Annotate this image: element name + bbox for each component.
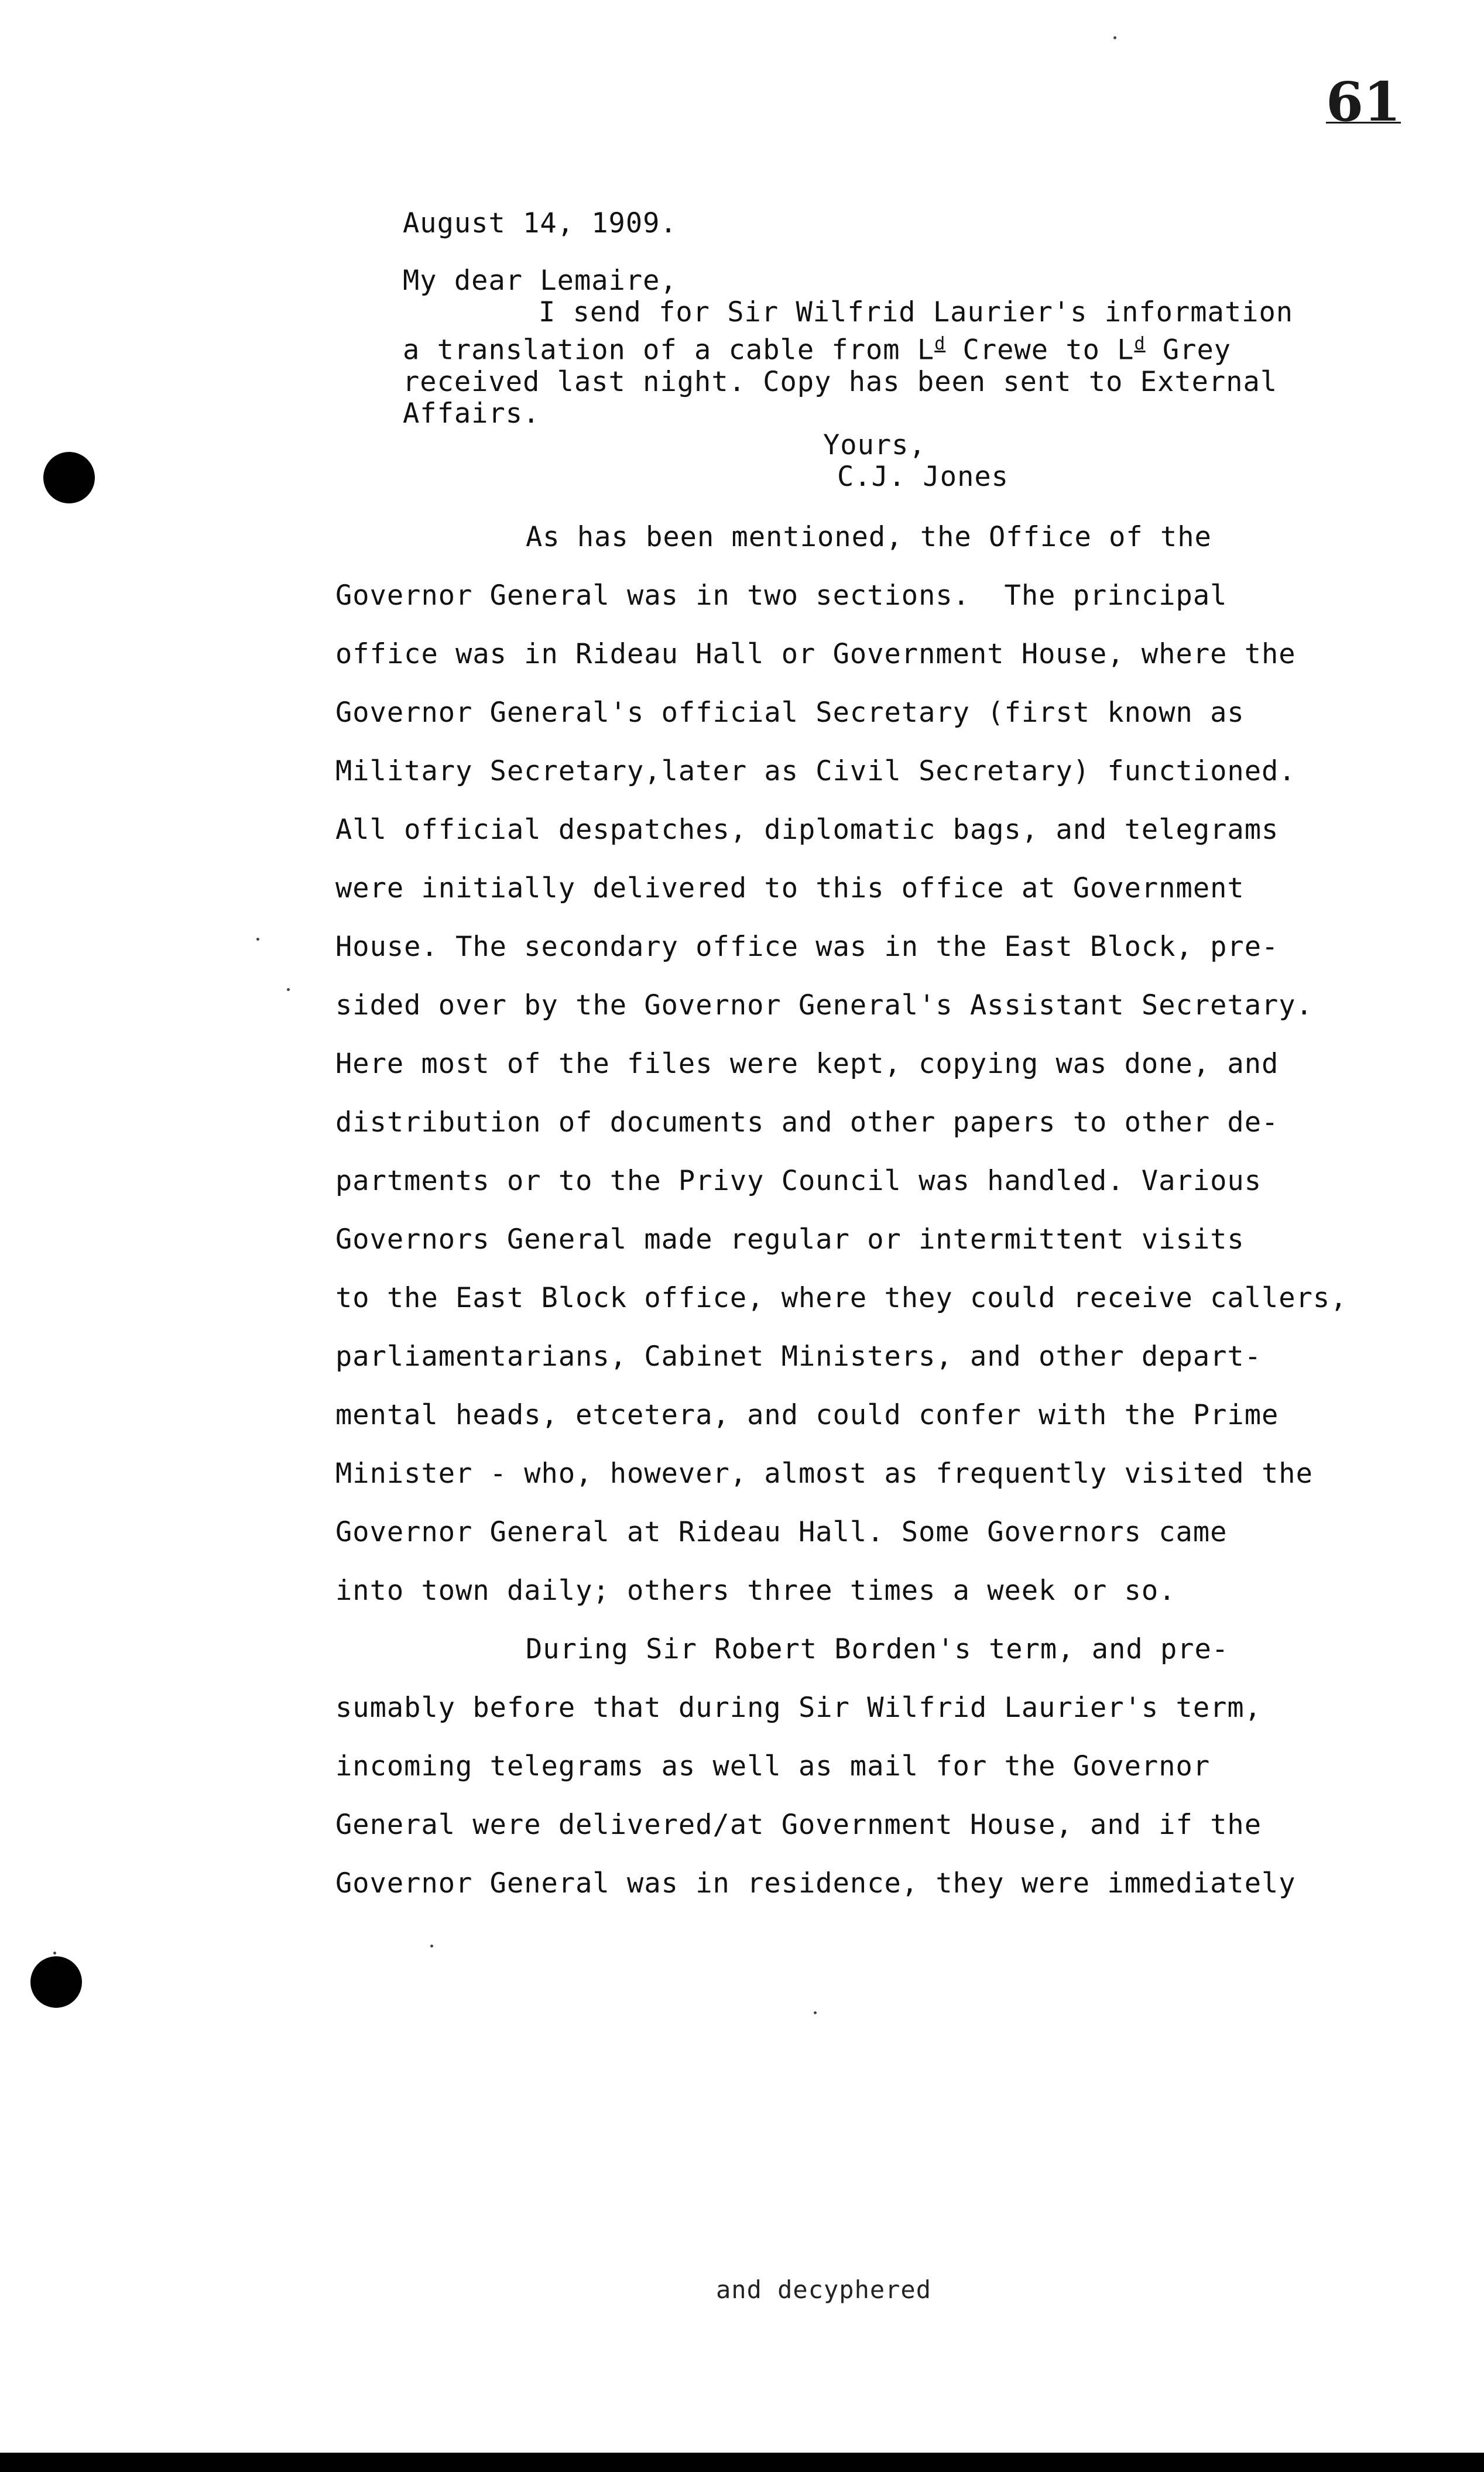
body-line: Here most of the files were kept, copying was done, and bbox=[335, 1048, 1279, 1080]
page-number: 61 bbox=[1326, 70, 1401, 133]
letter-text: Crewe to L bbox=[945, 334, 1135, 366]
body-line: Governor General was in residence, they were immediately bbox=[335, 1867, 1296, 1900]
body-line: parliamentarians, Cabinet Ministers, and other depart- bbox=[335, 1340, 1262, 1373]
letter-greeting: My dear Lemaire, bbox=[403, 265, 677, 297]
scan-speck bbox=[430, 1945, 433, 1948]
body-line: Governor General's official Secretary (first known as bbox=[335, 697, 1245, 729]
letter-signature: C.J. Jones bbox=[837, 460, 1009, 493]
body-line: office was in Rideau Hall or Government House, where the bbox=[335, 638, 1296, 670]
body-line: Governors General made regular or intermittent visits bbox=[335, 1223, 1245, 1256]
body-line: sided over by the Governor General's Assistant Secretary. bbox=[335, 989, 1313, 1021]
scan-speck bbox=[256, 938, 259, 941]
body-line: General were delivered/at Government House, and if the bbox=[335, 1809, 1262, 1841]
handwritten-insertion: and decyphered bbox=[716, 2275, 932, 2304]
body-line: partments or to the Privy Council was handled. Various bbox=[335, 1165, 1262, 1197]
letter-line bbox=[403, 366, 1369, 398]
letter-line bbox=[403, 328, 1369, 366]
body-line: Military Secretary,later as Civil Secretary) functioned. bbox=[335, 755, 1296, 787]
body-line: During Sir Robert Borden's term, and pre- bbox=[526, 1633, 1229, 1665]
letter-body bbox=[403, 297, 1369, 430]
letter-line bbox=[403, 297, 1369, 328]
letter-text: a translation of a cable from L bbox=[403, 334, 935, 366]
letter-line bbox=[403, 398, 1369, 430]
body-line: incoming telegrams as well as mail for the Governor bbox=[335, 1750, 1211, 1782]
letter-text: received last night. Copy has been sent to External bbox=[403, 365, 1278, 398]
superscript-abbrev: d bbox=[934, 334, 946, 354]
body-line: distribution of documents and other papers to other de- bbox=[335, 1106, 1279, 1139]
body-paragraphs bbox=[335, 508, 1389, 1913]
punch-hole-bottom bbox=[30, 1956, 82, 2008]
body-line: mental heads, etcetera, and could confer with the Prime bbox=[335, 1399, 1279, 1431]
body-line: Governor General at Rideau Hall. Some Governors came bbox=[335, 1516, 1228, 1548]
body-line: sumably before that during Sir Wilfrid Laurier's term, bbox=[335, 1692, 1262, 1724]
scan-speck bbox=[814, 2011, 817, 2014]
scan-speck bbox=[53, 1952, 56, 1955]
body-line: As has been mentioned, the Office of the bbox=[526, 521, 1212, 553]
body-line: Minister - who, however, almost as frequently visited the bbox=[335, 1458, 1313, 1490]
superscript-abbrev: d bbox=[1134, 334, 1146, 354]
scan-speck bbox=[287, 988, 290, 991]
punch-hole-top bbox=[43, 452, 95, 503]
body-line: Governor General was in two sections. The principal bbox=[335, 580, 1228, 612]
body-line: were initially delivered to this office at Government bbox=[335, 872, 1245, 904]
letter-text: I send for Sir Wilfrid Laurier's information bbox=[539, 296, 1294, 328]
letter-date: August 14, 1909. bbox=[403, 207, 677, 239]
scan-edge bbox=[0, 2453, 1484, 2472]
body-line: to the East Block office, where they could receive callers, bbox=[335, 1282, 1348, 1314]
letter-text: Affairs. bbox=[403, 397, 540, 430]
quoted-letter bbox=[403, 208, 1369, 493]
body-line: All official despatches, diplomatic bags, and telegrams bbox=[335, 814, 1279, 846]
body-line: into town daily; others three times a week or so. bbox=[335, 1575, 1176, 1607]
body-line: House. The secondary office was in the East Block, pre- bbox=[335, 931, 1279, 963]
scan-speck bbox=[1113, 36, 1116, 39]
letter-closing: Yours, bbox=[823, 428, 926, 461]
body-text bbox=[335, 508, 1389, 2304]
letter-text: Grey bbox=[1145, 334, 1232, 366]
